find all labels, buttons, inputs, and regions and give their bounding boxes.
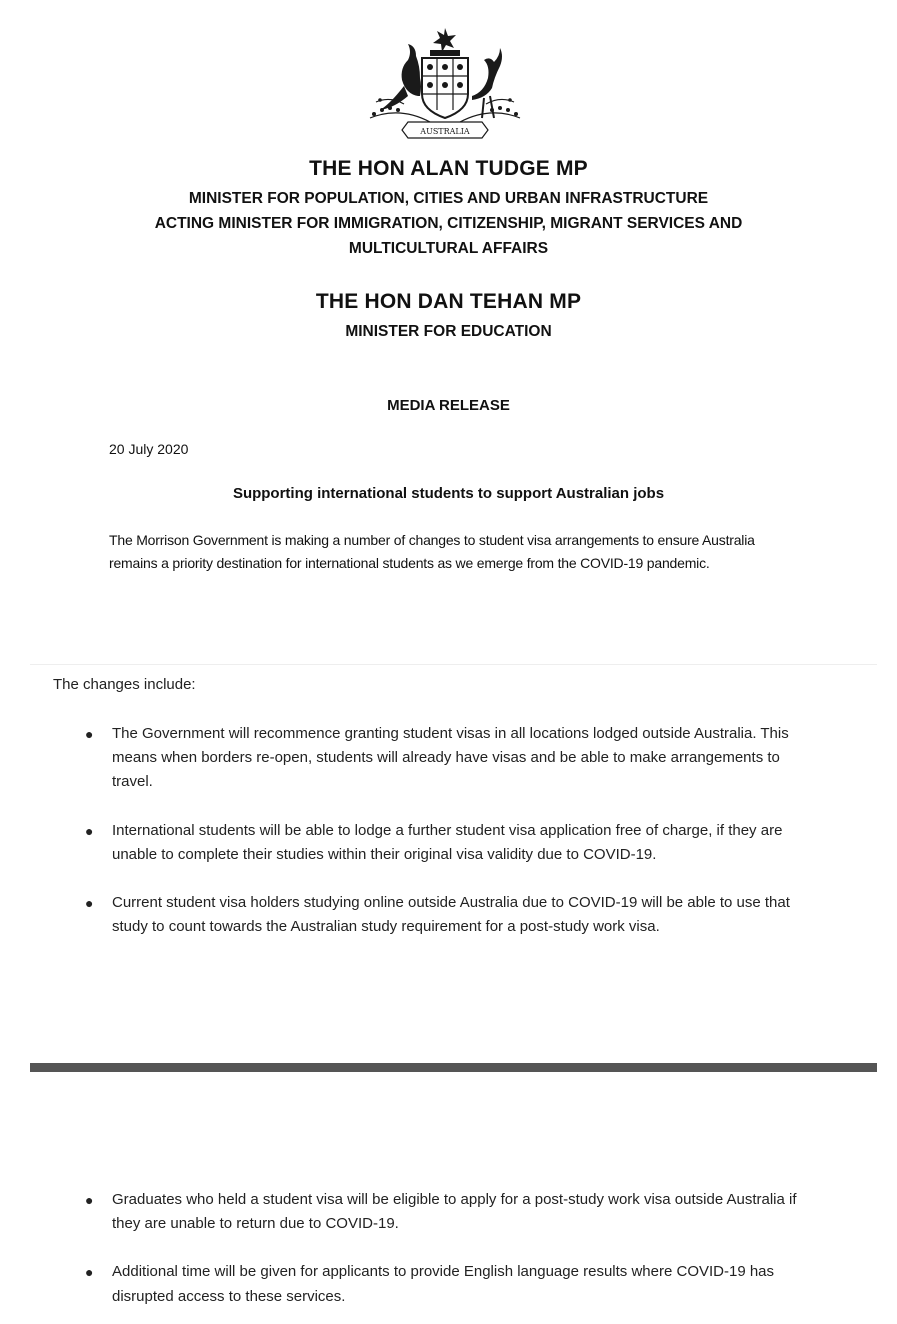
list-item-text: Current student visa holders studying online outside Australia due to COVID-19 will be able to use that study to count towards the Australian study requirement for a post-study work visa. — [112, 894, 790, 936]
release-type-heading: MEDIA RELEASE — [387, 397, 510, 414]
list-item — [82, 891, 802, 939]
minister-1-role-line-3: MULTICULTURAL AFFAIRS — [348, 240, 549, 257]
intro-paragraph: The Morrison Government is making a number of changes to student visa arrangements to ensure Australia remains a priority destination for international students as we emerge from the COVID-19 pandemic. — [109, 532, 755, 571]
bullet-icon: ● — [85, 895, 94, 912]
minister-1-name: THE HON ALAN TUDGE MP — [309, 157, 588, 180]
list-item-text: Additional time will be given for applicants to provide English language results where COVID-19 has disrupted access to these services. — [112, 1263, 775, 1305]
list-item — [82, 819, 802, 867]
more-changes-list — [82, 1188, 802, 1309]
minister-2-role: MINISTER FOR EDUCATION — [345, 323, 552, 340]
minister-1-role-line-2: ACTING MINISTER FOR IMMIGRATION, CITIZENSHIP, MIGRANT SERVICES AND — [154, 215, 743, 232]
changes-list — [82, 722, 802, 939]
bullet-icon: ● — [85, 822, 94, 839]
release-headline: Supporting international students to support Australian jobs — [232, 485, 665, 502]
bullet-icon: ● — [85, 1264, 94, 1281]
bullet-icon: ● — [85, 726, 94, 742]
section-divider-faint — [30, 664, 877, 665]
list-item — [82, 1260, 802, 1308]
changes-lead-text: The changes include: — [53, 676, 196, 693]
page-separator-bar — [30, 1063, 877, 1072]
minister-2-name: THE HON DAN TEHAN MP — [315, 290, 582, 313]
minister-1-role-line-1: MINISTER FOR POPULATION, CITIES AND URBAN INFRASTRUCTURE — [188, 190, 709, 207]
list-item — [82, 1188, 802, 1236]
bullet-icon: ● — [85, 1192, 94, 1208]
coat-of-arms-emblem — [360, 26, 530, 144]
crest-scroll-label: AUSTRALIA — [420, 127, 470, 136]
list-item-text: The Government will recommence granting student visas in all locations lodged outside Australia. This means when borders re-open, students will already have visas and be able to make arrangements to travel. — [112, 725, 789, 791]
release-date: 20 July 2020 — [109, 441, 189, 457]
list-item — [82, 722, 802, 795]
list-item-text: Graduates who held a student visa will be eligible to apply for a post-study work visa outside Australia if they are unable to return due to COVID-19. — [112, 1191, 797, 1233]
list-item-text: International students will be able to lodge a further student visa application free of charge, if they are unable to complete their studies within their original visa validity due to COVID-19. — [112, 821, 783, 863]
